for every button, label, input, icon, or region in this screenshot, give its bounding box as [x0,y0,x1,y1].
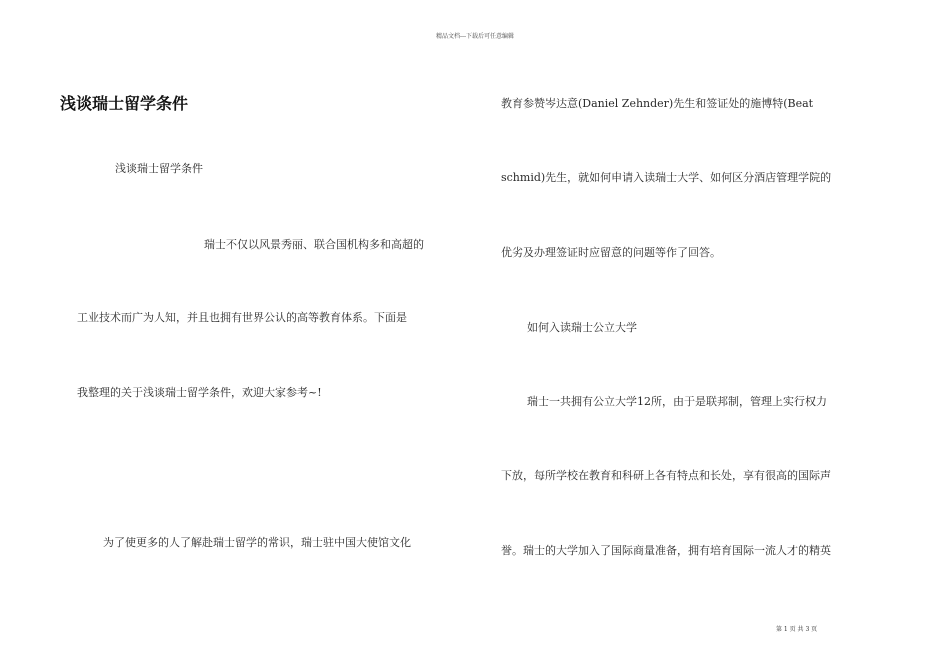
paragraph-line: 瑞士不仅以风景秀丽、联合国机构多和高超的 [204,238,424,251]
page-footer: 第 1 页 共 3 页 [776,626,818,633]
paragraph-line: 教育参赞岑达意(Daniel Zehnder)先生和签证处的施博特(Beat [501,97,814,110]
paragraph-line: 浅谈瑞士留学条件 [115,162,203,175]
paragraph-line: 我整理的关于浅谈瑞士留学条件，欢迎大家参考~! [77,386,322,399]
paragraph-line: 瑞士一共拥有公立大学12所，由于是联邦制，管理上实行权力 [527,395,827,408]
paragraph-line: schmid)先生，就如何申请入读瑞士大学、如何区分酒店管理学院的 [501,171,832,184]
paragraph-line: 优劣及办理签证时应留意的问题等作了回答。 [501,246,721,259]
paragraph-line: 工业技术而广为人知，并且也拥有世界公认的高等教育体系。下面是 [77,311,407,324]
section-heading: 如何入读瑞士公立大学 [527,321,637,334]
page-header: 精品文档---下载后可任意编辑 [435,33,515,40]
document-title: 浅谈瑞士留学条件 [60,94,189,113]
paragraph-line: 为了使更多的人了解赴瑞士留学的常识，瑞士驻中国大使馆文化 [103,536,411,549]
paragraph-line: 下放，每所学校在教育和科研上各有特点和长处，享有很高的国际声 [501,469,831,482]
paragraph-line: 誉。瑞士的大学加入了国际商量准备，拥有培育国际一流人才的精英 [501,544,831,557]
